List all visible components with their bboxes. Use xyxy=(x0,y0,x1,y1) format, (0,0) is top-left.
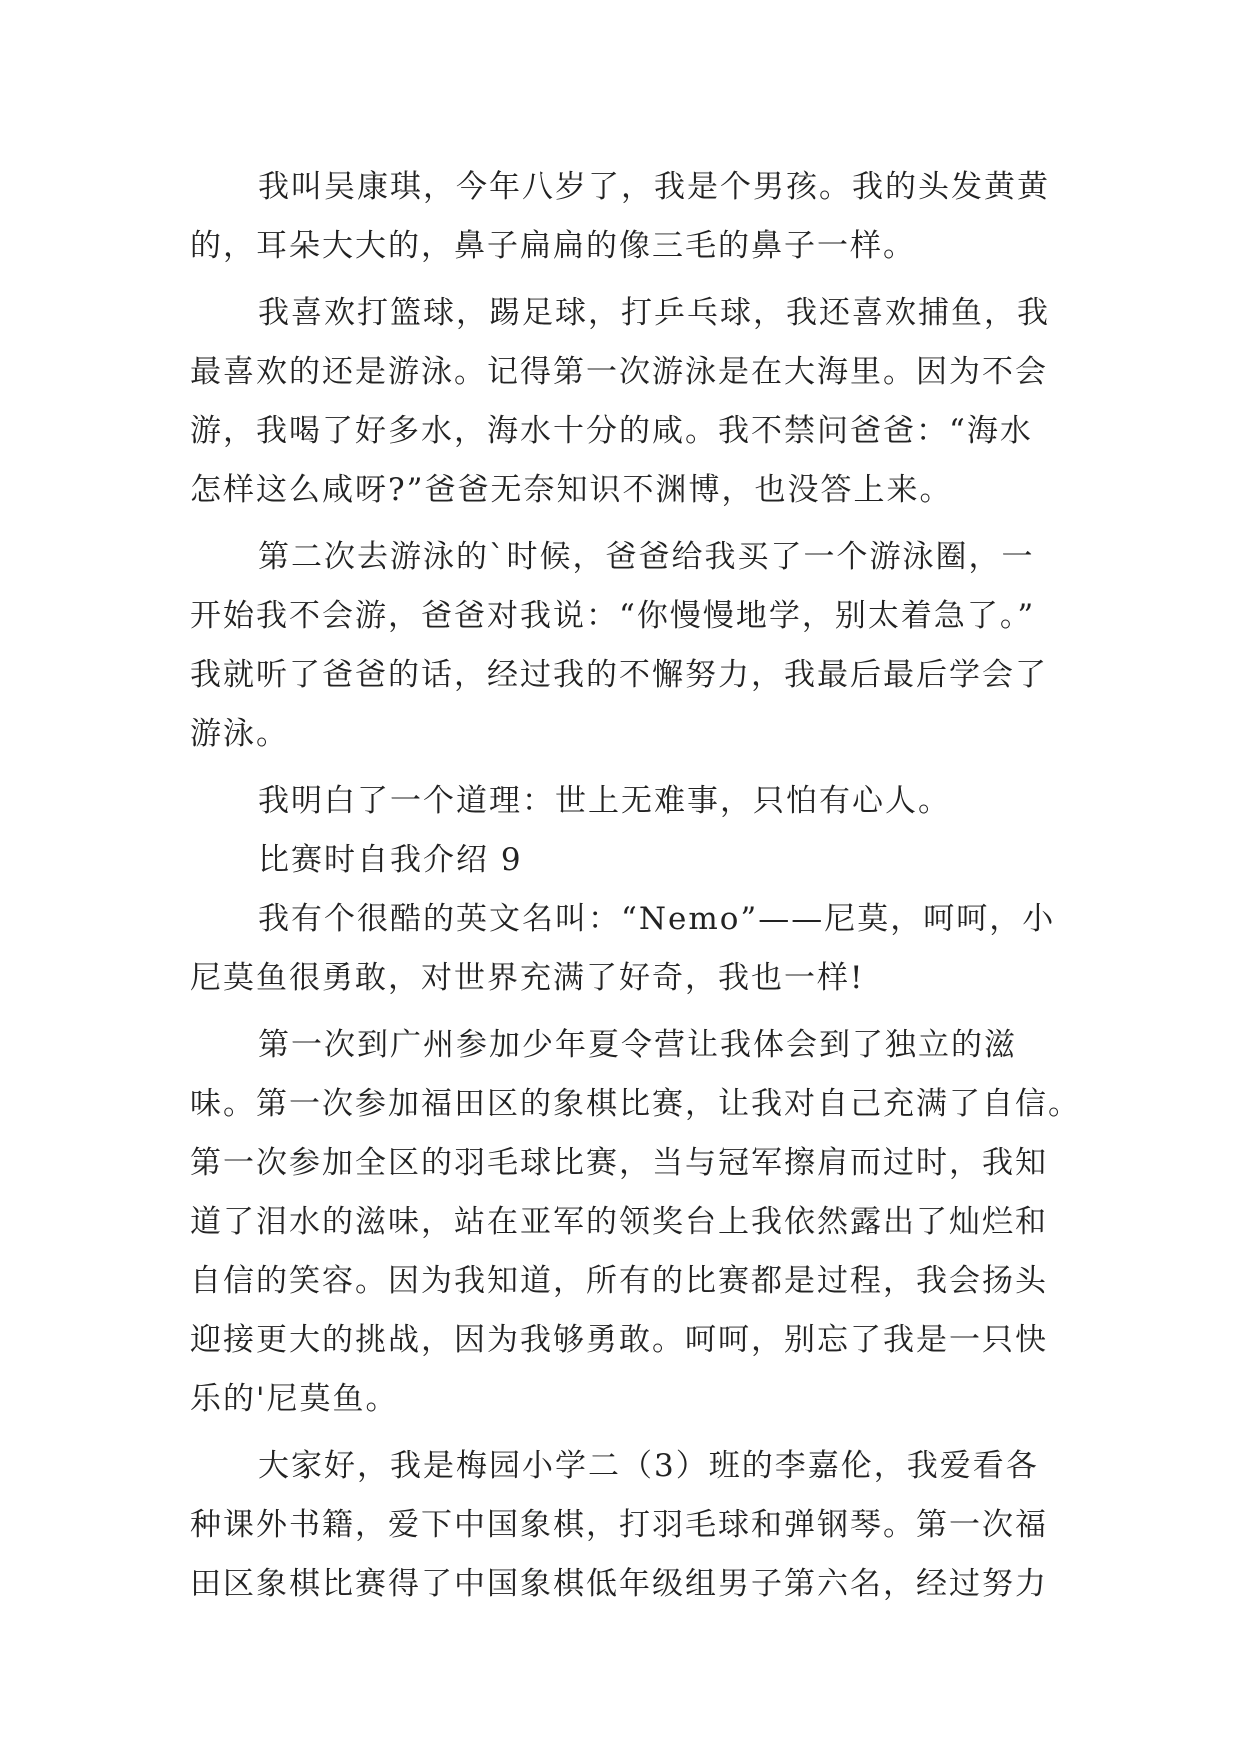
text-line: 游泳。 xyxy=(190,716,289,752)
text-line: 游，我喝了好多水，海水十分的咸。我不禁问爸爸：“海水 xyxy=(190,413,1033,449)
text-line: 乐的'尼莫鱼。 xyxy=(190,1381,399,1417)
text-line: 的，耳朵大大的，鼻子扁扁的像三毛的鼻子一样。 xyxy=(190,228,916,264)
text-line: 我有个很酷的英文名叫：“Nemo”——尼莫，呵呵，小 xyxy=(258,901,1056,937)
text-line: 尼莫鱼很勇敢，对世界充满了好奇，我也一样! xyxy=(190,960,865,996)
text-line: 大家好，我是梅园小学二（3）班的李嘉伦，我爱看各 xyxy=(258,1448,1039,1484)
text-line: 开始我不会游，爸爸对我说：“你慢慢地学，别太着急了。” xyxy=(190,598,1036,634)
text-line: 迎接更大的挑战，因为我够勇敢。呵呵，别忘了我是一只快 xyxy=(190,1322,1048,1358)
text-line: 我明白了一个道理：世上无难事，只怕有心人。 xyxy=(258,783,951,819)
text-line: 自信的笑容。因为我知道，所有的比赛都是过程，我会扬头 xyxy=(190,1263,1048,1299)
text-line: 道了泪水的滋味，站在亚军的领奖台上我依然露出了灿烂和 xyxy=(190,1204,1048,1240)
text-line: 怎样这么咸呀?”爸爸无奈知识不渊博，也没答上来。 xyxy=(190,472,953,508)
text-line: 我喜欢打篮球，踢足球，打乒乓球，我还喜欢捕鱼，我 xyxy=(258,295,1050,331)
text-line: 田区象棋比赛得了中国象棋低年级组男子第六名，经过努力 xyxy=(190,1566,1048,1602)
text-line: 味。第一次参加福田区的象棋比赛，让我对自己充满了自信。 xyxy=(190,1086,1081,1122)
document-body xyxy=(190,158,1081,1614)
text-line: 第二次去游泳的`时候，爸爸给我买了一个游泳圈，一 xyxy=(258,539,1035,575)
text-line: 我就听了爸爸的话，经过我的不懈努力，我最后最后学会了 xyxy=(190,657,1048,693)
section-heading: 比赛时自我介绍 9 xyxy=(258,842,523,878)
text-line: 我叫吴康琪，今年八岁了，我是个男孩。我的头发黄黄 xyxy=(258,169,1050,205)
text-line: 种课外书籍，爱下中国象棋，打羽毛球和弹钢琴。第一次福 xyxy=(190,1507,1048,1543)
text-line: 第一次参加全区的羽毛球比赛，当与冠军擦肩而过时，我知 xyxy=(190,1145,1048,1181)
text-line: 最喜欢的还是游泳。记得第一次游泳是在大海里。因为不会 xyxy=(190,354,1048,390)
text-line: 第一次到广州参加少年夏令营让我体会到了独立的滋 xyxy=(258,1027,1017,1063)
